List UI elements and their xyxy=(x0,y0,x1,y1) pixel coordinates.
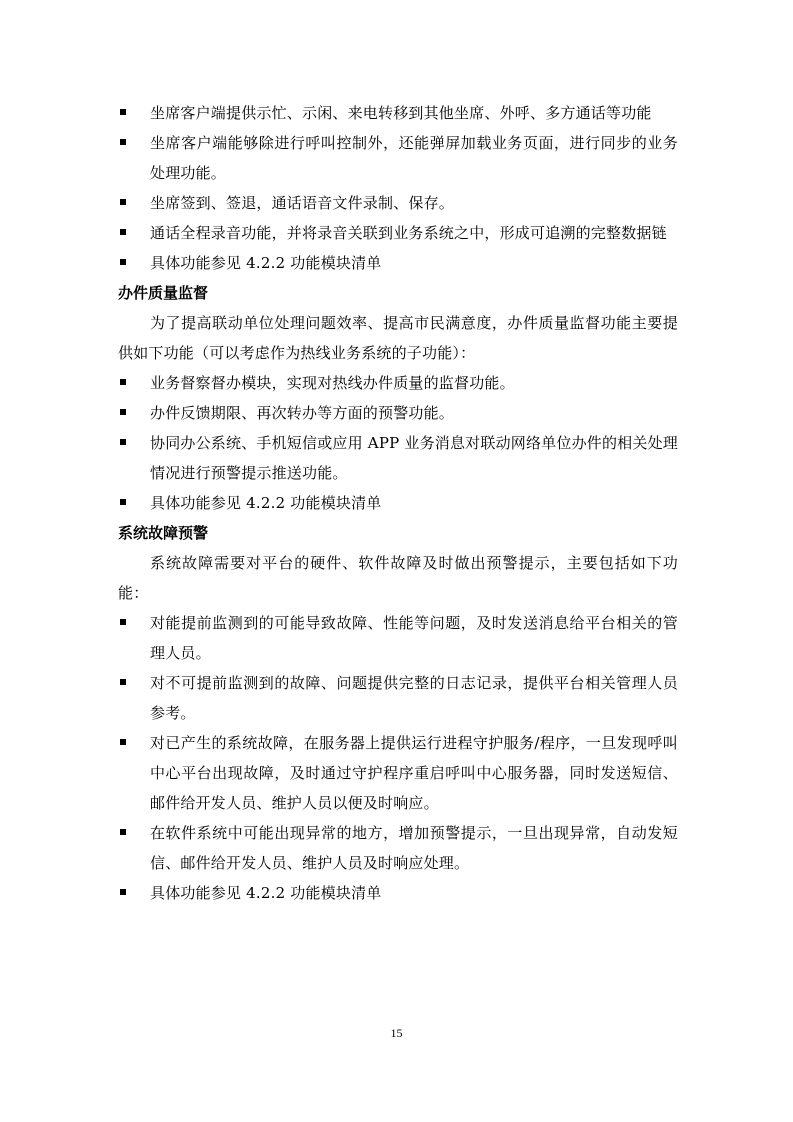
list-item xyxy=(118,608,678,668)
square-bullet-icon xyxy=(120,439,126,445)
list-item xyxy=(118,818,678,878)
square-bullet-icon xyxy=(120,139,126,145)
list-item-text: 对能提前监测到的可能导致故障、性能等问题，及时发送消息给平台相关的管理人员。 xyxy=(150,614,678,662)
square-bullet-icon xyxy=(120,229,126,235)
page-number: 15 xyxy=(390,1026,403,1040)
list-item-text: 坐席签到、签退，通话语音文件录制、保存。 xyxy=(150,194,455,212)
section-intro-paragraph: 为了提高联动单位处理问题效率、提高市民满意度，办件质量监督功能主要提供如下功能（可以考虑作为热线业务系统的子功能）： xyxy=(118,314,678,362)
square-bullet-icon xyxy=(120,199,126,205)
list-item xyxy=(118,218,678,248)
list-item-text: 坐席客户端能够除进行呼叫控制外，还能弹屏加载业务页面，进行同步的业务处理功能。 xyxy=(150,134,678,182)
square-bullet-icon xyxy=(120,379,126,385)
list-item xyxy=(118,368,678,398)
page-content xyxy=(118,98,678,908)
list-item-text: 业务督察督办模块，实现对热线办件质量的监督功能。 xyxy=(150,374,515,392)
square-bullet-icon xyxy=(120,109,126,115)
list-item-text: 对已产生的系统故障，在服务器上提供运行进程守护服务/程序，一旦发现呼叫中心平台出现故障，及时通过守护程序重启呼叫中心服务器，同时发送短信、邮件给开发人员、维护人员以便及时响应。 xyxy=(150,734,678,812)
list-item xyxy=(118,878,678,908)
list-item-text: 对不可提前监测到的故障、问题提供完整的日志记录，提供平台相关管理人员参考。 xyxy=(150,674,678,722)
square-bullet-icon xyxy=(120,409,126,415)
list-item xyxy=(118,248,678,278)
square-bullet-icon xyxy=(120,829,126,835)
list-item-text: 具体功能参见 4.2.2 功能模块清单 xyxy=(150,254,382,272)
list-item xyxy=(118,488,678,518)
section-2-list xyxy=(118,368,678,518)
square-bullet-icon xyxy=(120,679,126,685)
list-item xyxy=(118,668,678,728)
square-bullet-icon xyxy=(120,259,126,265)
list-item-text: 通话全程录音功能，并将录音关联到业务系统之中，形成可追溯的完整数据链 xyxy=(150,224,667,242)
square-bullet-icon xyxy=(120,739,126,745)
list-item xyxy=(118,98,678,128)
list-item-text: 具体功能参见 4.2.2 功能模块清单 xyxy=(150,884,382,902)
list-item-text: 具体功能参见 4.2.2 功能模块清单 xyxy=(150,494,382,512)
section-intro-paragraph: 系统故障需要对平台的硬件、软件故障及时做出预警提示，主要包括如下功能： xyxy=(118,554,678,602)
square-bullet-icon xyxy=(120,889,126,895)
list-item xyxy=(118,398,678,428)
list-item-text: 坐席客户端提供示忙、示闲、来电转移到其他坐席、外呼、多方通话等功能 xyxy=(150,104,652,122)
list-item xyxy=(118,128,678,188)
section-1-list xyxy=(118,98,678,278)
section-heading-quality-supervision: 办件质量监督 xyxy=(118,284,209,302)
list-item xyxy=(118,728,678,818)
list-item-text: 协同办公系统、手机短信或应用 APP 业务消息对联动网络单位办件的相关处理情况进行预警提示推送功能。 xyxy=(150,434,678,482)
square-bullet-icon xyxy=(120,499,126,505)
list-item-text: 在软件系统中可能出现异常的地方，增加预警提示，一旦出现异常，自动发短信、邮件给开发人员、维护人员及时响应处理。 xyxy=(150,824,678,872)
section-3-list xyxy=(118,608,678,908)
list-item-text: 办件反馈期限、再次转办等方面的预警功能。 xyxy=(150,404,455,422)
square-bullet-icon xyxy=(120,619,126,625)
section-heading-fault-warning: 系统故障预警 xyxy=(118,524,209,542)
list-item xyxy=(118,428,678,488)
list-item xyxy=(118,188,678,218)
